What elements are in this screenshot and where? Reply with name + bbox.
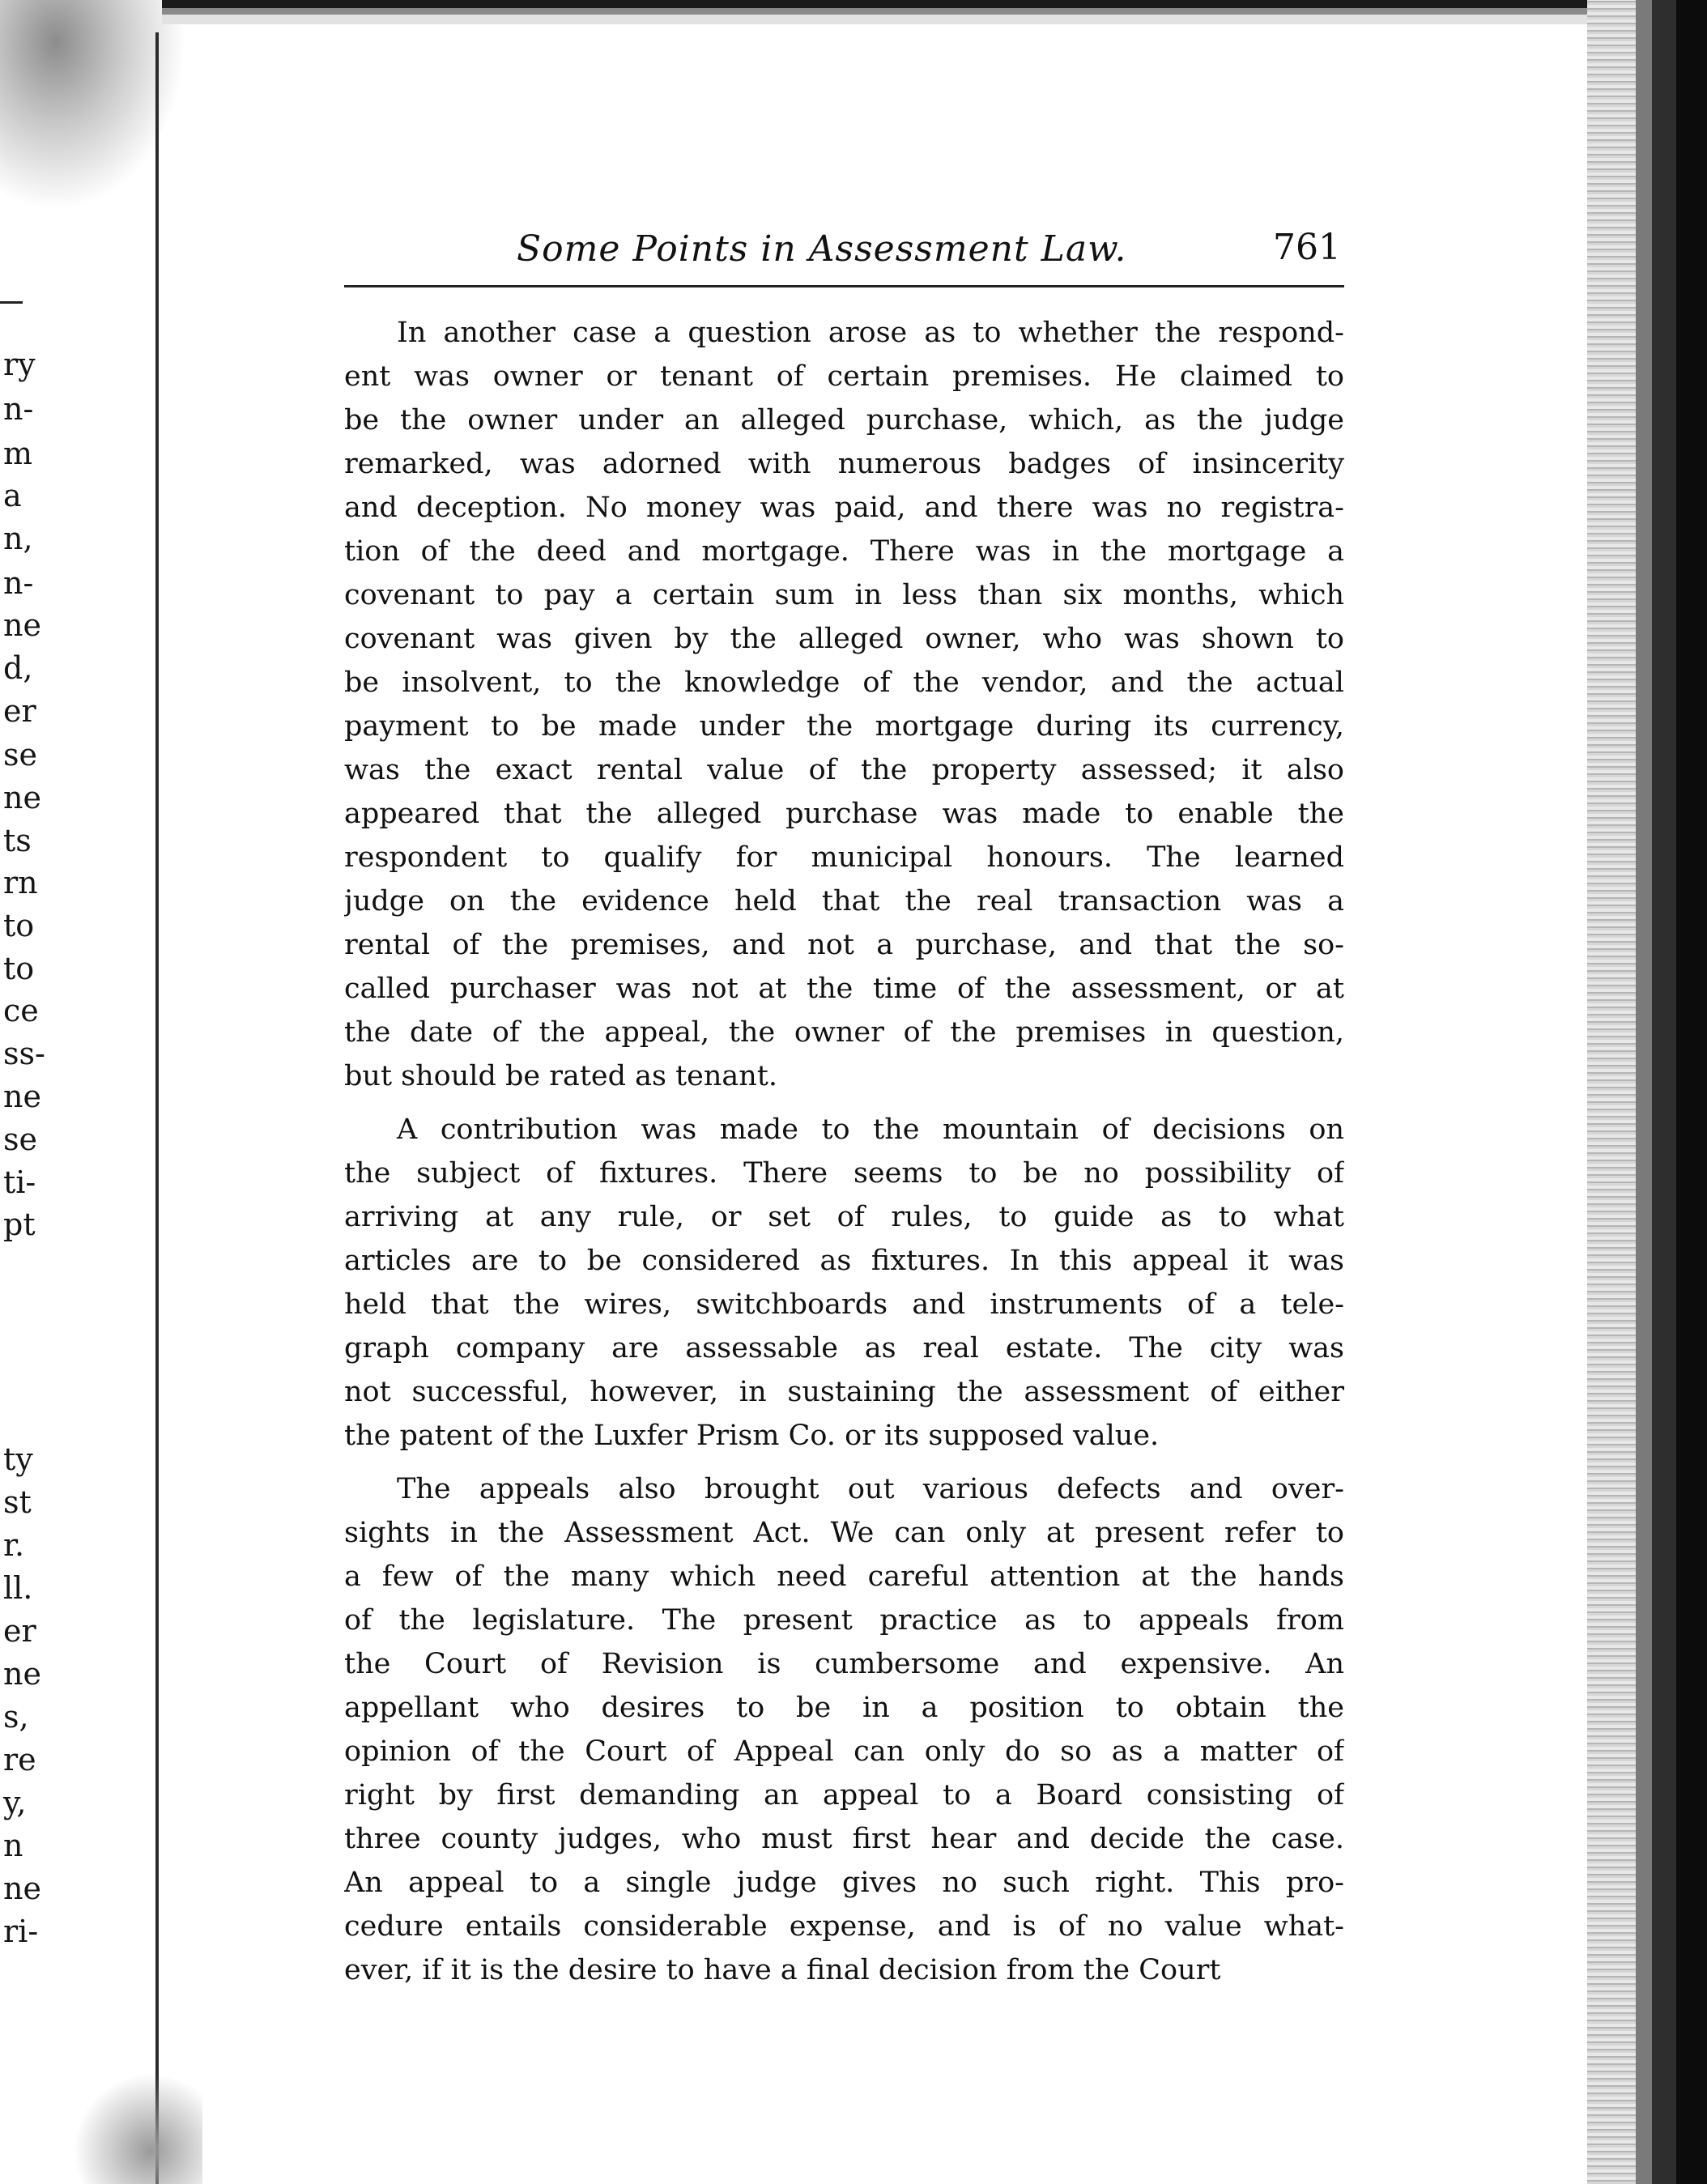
text-line: graph company are assessable as real estate. The city was	[344, 1332, 1344, 1364]
text-line: called purchaser was not at the time of the assessment, or at	[344, 973, 1344, 1005]
margin-fragment: s,	[3, 1699, 29, 1735]
text-line: and deception. No money was paid, and there was no registra-	[344, 492, 1344, 524]
margin-fragment: ne	[3, 780, 41, 815]
margin-fragment: ce	[3, 993, 39, 1028]
margin-fragment: ne	[3, 1656, 41, 1692]
margin-fragment: ll.	[3, 1570, 33, 1606]
text-line: cedure entails considerable expense, and is of no value what-	[344, 1910, 1344, 1943]
text-line: articles are to be considered as fixtures. In this appeal it was	[344, 1245, 1344, 1277]
margin-fragment: ts	[3, 823, 32, 858]
margin-fragment: n,	[3, 521, 33, 556]
margin-fragment: r.	[3, 1527, 25, 1563]
text-line: tion of the deed and mortgage. There was in the mortgage a	[344, 535, 1344, 568]
margin-fragment: y,	[3, 1785, 27, 1820]
margin-fragment: ss-	[3, 1036, 45, 1071]
margin-fragment: m	[3, 436, 33, 471]
text-line: A contribution was made to the mountain of decisions on	[397, 1113, 1344, 1146]
margin-fragment: n-	[3, 565, 34, 601]
text-line: remarked, was adorned with numerous badges of insincerity	[344, 448, 1344, 480]
scan-smudge-bottom-left	[73, 2073, 202, 2184]
page-binding-edge	[155, 32, 159, 2184]
running-head-title: Some Points in Assessment Law.	[517, 228, 1127, 270]
text-line: the patent of the Luxfer Prism Co. or its supposed value.	[344, 1420, 1160, 1452]
margin-fragment: ti-	[3, 1164, 36, 1200]
paragraph	[344, 311, 1344, 1098]
text-line: appeared that the alleged purchase was made to enable the	[344, 798, 1344, 830]
text-line: covenant was given by the alleged owner, who was shown to	[344, 623, 1344, 655]
text-line: a few of the many which need careful attention at the hands	[344, 1560, 1344, 1593]
text-line: but should be rated as tenant.	[344, 1060, 777, 1092]
text-line: be insolvent, to the knowledge of the vendor, and the actual	[344, 666, 1344, 699]
paragraph-gap	[344, 1458, 1344, 1467]
margin-fragment: ne	[3, 1871, 41, 1906]
text-line: not successful, however, in sustaining the assessment of either	[344, 1376, 1344, 1408]
paragraph	[344, 1467, 1344, 1992]
scan-gutter-shadow	[1636, 0, 1707, 2184]
margin-fragment: ne	[3, 1079, 41, 1114]
margin-fragment: ty	[3, 1441, 33, 1477]
text-line: was the exact rental value of the property assessed; it also	[344, 754, 1344, 786]
text-line: three county judges, who must first hear and decide the case.	[344, 1823, 1344, 1855]
margin-fragment: er	[3, 693, 36, 729]
margin-fragment: a	[3, 478, 22, 513]
text-line: ent was owner or tenant of certain premises. He claimed to	[344, 360, 1344, 393]
margin-fragment: n-	[3, 391, 34, 427]
text-line: ever, if it is the desire to have a final decision from the Court	[344, 1954, 1221, 1986]
scan-gutter-texture	[1587, 0, 1636, 2184]
text-line: opinion of the Court of Appeal can only do so as a matter of	[344, 1735, 1344, 1768]
margin-fragment: d,	[3, 650, 33, 686]
margin-fragment: ry	[3, 347, 36, 382]
text-line: held that the wires, switchboards and instruments of a tele-	[344, 1288, 1344, 1321]
text-line: right by first demanding an appeal to a Board consisting of	[344, 1779, 1344, 1811]
text-line: judge on the evidence held that the real transaction was a	[344, 885, 1344, 917]
paragraph-gap	[344, 1098, 1344, 1108]
margin-fragment: rn	[3, 865, 38, 900]
text-line: In another case a question arose as to whether the respond-	[397, 317, 1344, 349]
page-number: 761	[1273, 227, 1341, 268]
margin-dash	[0, 301, 23, 304]
margin-fragment: pt	[3, 1207, 36, 1242]
text-line: arriving at any rule, or set of rules, to guide as to what	[344, 1201, 1344, 1233]
text-line: An appeal to a single judge gives no such right. This pro-	[344, 1867, 1344, 1899]
margin-fragment: st	[3, 1484, 32, 1520]
text-line: of the legislature. The present practice as to appeals from	[344, 1604, 1344, 1637]
text-line: sights in the Assessment Act. We can only at present refer to	[344, 1517, 1344, 1549]
text-line: The appeals also brought out various defects and over-	[397, 1473, 1344, 1505]
margin-fragment: to	[3, 908, 35, 943]
text-line: the subject of fixtures. There seems to be no possibility of	[344, 1157, 1344, 1190]
margin-fragment: re	[3, 1742, 36, 1777]
header-rule	[344, 285, 1344, 287]
running-head	[340, 227, 1344, 275]
text-line: be the owner under an alleged purchase, which, as the judge	[344, 404, 1344, 436]
margin-fragment: to	[3, 951, 35, 986]
margin-fragment: er	[3, 1613, 36, 1649]
body-text	[344, 311, 1344, 1992]
text-line: the date of the appeal, the owner of the premises in question,	[344, 1016, 1344, 1049]
margin-fragment: se	[3, 1122, 37, 1157]
text-line: appellant who desires to be in a position to obtain the	[344, 1692, 1344, 1724]
paragraph	[344, 1108, 1344, 1458]
text-line: covenant to pay a certain sum in less than six months, which	[344, 579, 1344, 611]
text-line: rental of the premises, and not a purchase, and that the so-	[344, 929, 1344, 961]
margin-fragment: se	[3, 737, 37, 773]
text-line: payment to be made under the mortgage during its currency,	[344, 710, 1344, 743]
text-line: the Court of Revision is cumbersome and expensive. An	[344, 1648, 1344, 1680]
text-line: respondent to qualify for municipal honours. The learned	[344, 841, 1344, 874]
margin-fragment: n	[3, 1828, 23, 1863]
margin-fragment: ri-	[3, 1914, 39, 1949]
scan-top-edge	[162, 0, 1644, 24]
margin-fragment: ne	[3, 607, 41, 643]
